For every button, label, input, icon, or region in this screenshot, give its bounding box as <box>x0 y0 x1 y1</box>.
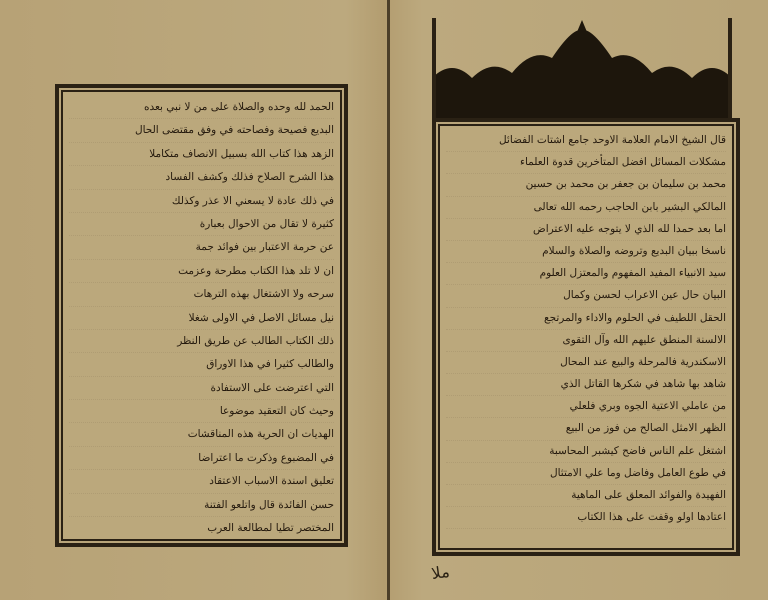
left_page-line: حسن الفائدة قال واتلعو الفتنة <box>69 494 334 517</box>
left_page-line: ان لا تلد هذا الكتاب مطرحة وعزمت <box>69 260 334 283</box>
left_page-line: والطالب كثيرا في هذا الاوراق <box>69 353 334 376</box>
right_page-line: مشكلات المسائل افضل المتأخرين قدوة العلماء <box>446 152 726 174</box>
headpiece-border-right <box>728 18 732 118</box>
left_page-line: ذلك الكتاب الطالب عن طريق النظر <box>69 330 334 353</box>
left_page-line: الحمد لله وحده والصلاة على من لا نبي بعده <box>69 96 334 119</box>
left_page-line: الهديات ان الحرية هذه المناقشات <box>69 423 334 446</box>
margin-signature: ملا <box>430 561 451 584</box>
right_page-line: الالسنة المنطق عليهم الله وآل التقوى <box>446 330 726 352</box>
headpiece-finial <box>577 20 587 32</box>
right_page-line: ناسخا ببيان البديع وتروضه والصلاة والسلام <box>446 241 726 263</box>
right_page-line: الظهر الامثل الصالح من فوز من البيع <box>446 418 726 440</box>
right_page-line: الحقل اللطيف في الحلوم والاداء والمرتجع <box>446 308 726 330</box>
right_page-line: في طوع العامل وفاضل وما علي الامتثال <box>446 463 726 485</box>
right_page-line: البيان حال عين الاعراب لحسن وكمال <box>446 285 726 307</box>
headpiece-ornament <box>432 30 732 118</box>
left_page-line: البديع فصيحة وفصاحته في وفق مقتضى الحال <box>69 119 334 142</box>
left_page-line: سرحه ولا الاشتغال بهذه الترهات <box>69 283 334 306</box>
right_page-line: اشتغل علم الناس فاضح كيشبر المحاسبة <box>446 441 726 463</box>
right_page-line: سيد الانبياء المفيد المفهوم والمعتزل العلوم <box>446 263 726 285</box>
left_page-line: الزهد هذا كتاب الله بسبيل الانصاف متكاملا <box>69 143 334 166</box>
left-page-text <box>69 96 334 535</box>
headpiece-border-left <box>432 18 436 118</box>
right_page-line: الفهيدة والفوائد المعلق على الماهية <box>446 485 726 507</box>
right-page-frame <box>432 118 740 556</box>
left_page-line: عن حرمة الاعتبار بين فوائد جمة <box>69 236 334 259</box>
right_page-line: محمد بن سليمان بن جعفر بن محمد بن حسين <box>446 174 726 196</box>
left_page-line: تعليق اسندة الاسباب الاعتقاد <box>69 470 334 493</box>
left_page-line: وحيث كان التعقيد موضوعا <box>69 400 334 423</box>
left_page-line: المختصر تطيا لمطالعة العرب <box>69 517 334 535</box>
left_page-line: في المضبوع وذكرت ما اعتراضا <box>69 447 334 470</box>
left-page-frame <box>55 84 348 547</box>
dome-headpiece <box>432 18 732 118</box>
right-page-text <box>446 130 726 544</box>
left_page-line: نيل مسائل الاصل في الاولى شغلا <box>69 307 334 330</box>
left_page-line: التي اعترضت على الاستفادة <box>69 377 334 400</box>
right_page-line: شاهد بها شاهد في شكرها القاتل الذي <box>446 374 726 396</box>
right_page-line: من عاملي الاعتية الجوه وبري فلعلي <box>446 396 726 418</box>
left_page-line: كثيرة لا تقال من الاحوال بعبارة <box>69 213 334 236</box>
right_page-line: قال الشيخ الامام العلامة الاوحد جامع اشتات الفضائل <box>446 130 726 152</box>
left_page-line: في ذلك عادة لا يسعني الا عذر وكذلك <box>69 190 334 213</box>
right_page-line: المالكي البشير بابن الحاجب رحمه الله تعالى <box>446 197 726 219</box>
book-gutter <box>387 0 390 600</box>
right_page-line: اعتادها اولو وقفت على هذا الكتاب <box>446 507 726 529</box>
left_page-line: هذا الشرح الصلاح فذلك وكشف الفساد <box>69 166 334 189</box>
right_page-line: اما بعد حمدا لله الذي لا يتوجه عليه الاعتراض <box>446 219 726 241</box>
right_page-line: الاسكندرية فالمرحلة والبيع عند المحال <box>446 352 726 374</box>
